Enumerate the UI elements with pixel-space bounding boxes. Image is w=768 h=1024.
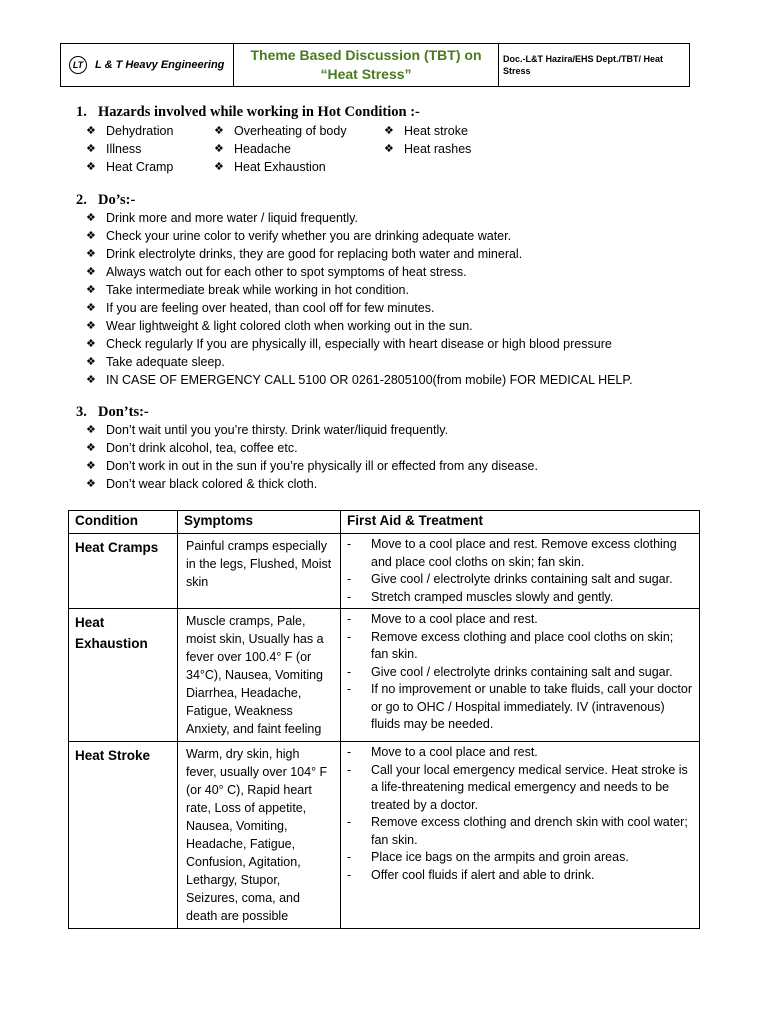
first-aid-step: - Offer cool fluids if alert and able to drink. — [347, 867, 595, 882]
first-aid-step: - Move to a cool place and rest. Remove excess clothing and place cool cloths on skin; fan skin. — [347, 537, 677, 569]
diamond-bullet-icon: ❖ — [86, 320, 96, 332]
list-item: ❖ Check your urine color to verify whether you are drinking adequate water. — [86, 229, 512, 243]
company-name: L & T Heavy Engineering — [95, 59, 225, 71]
table-row — [69, 742, 700, 929]
first-aid-cell — [341, 609, 700, 742]
diamond-bullet-icon: ❖ — [214, 161, 224, 173]
diamond-bullet-icon: ❖ — [214, 125, 224, 137]
list-item: ❖ If you are feeling over heated, than cool off for few minutes. — [86, 301, 435, 315]
diamond-bullet-icon: ❖ — [86, 442, 96, 454]
title-line-2: “Heat Stress” — [320, 66, 412, 82]
diamond-bullet-icon: ❖ — [86, 212, 96, 224]
table-header-row — [69, 511, 700, 534]
list-item: ❖ Always watch out for each other to spot symptoms of heat stress. — [86, 265, 467, 279]
document-header — [60, 43, 690, 87]
lt-logo-icon: LT — [69, 56, 87, 74]
document-title — [234, 44, 499, 86]
first-aid-step: - Stretch cramped muscles slowly and gently. — [347, 589, 614, 604]
list-item: ❖ Take adequate sleep. — [86, 355, 225, 369]
diamond-bullet-icon: ❖ — [86, 478, 96, 490]
list-item: ❖ Take intermediate break while working in hot condition. — [86, 283, 409, 297]
heat-condition-table — [68, 510, 700, 929]
first-aid-cell — [341, 742, 700, 929]
section-number: 3. — [76, 404, 87, 420]
section-number: 1. — [76, 104, 87, 120]
first-aid-step: - Place ice bags on the armpits and groin areas. — [347, 850, 629, 864]
hazards-list — [86, 122, 471, 176]
first-aid-step: - Give cool / electrolyte drinks containing salt and sugar. — [347, 572, 673, 586]
diamond-bullet-icon: ❖ — [86, 161, 96, 173]
diamond-bullet-icon: ❖ — [86, 356, 96, 368]
symptoms-cell: Painful cramps especially in the legs, Flushed, Moist skin — [178, 534, 341, 609]
column-header-first-aid: First Aid & Treatment — [341, 511, 700, 534]
list-item: ❖ IN CASE OF EMERGENCY CALL 5100 OR 0261-2805100(from mobile) FOR MEDICAL HELP. — [86, 373, 633, 387]
section-title: Hazards involved while working in Hot Condition :- — [98, 104, 420, 120]
section-title: Don’ts:- — [98, 404, 149, 420]
first-aid-step: - Move to a cool place and rest. — [347, 745, 538, 759]
list-item: ❖ Headache — [214, 142, 291, 156]
condition-cell: Heat Exhaustion — [69, 609, 178, 742]
dos-heading — [76, 192, 135, 209]
diamond-bullet-icon: ❖ — [384, 143, 394, 155]
first-aid-step: - Remove excess clothing and drench skin with cool water; fan skin. — [347, 815, 688, 847]
list-item: ❖ Don’t wear black colored & thick cloth. — [86, 477, 318, 491]
diamond-bullet-icon: ❖ — [86, 230, 96, 242]
table-row — [69, 534, 700, 609]
list-item: ❖ Don’t drink alcohol, tea, coffee etc. — [86, 441, 298, 455]
title-line-1: Theme Based Discussion (TBT) on — [250, 47, 482, 63]
hazards-heading — [76, 104, 420, 121]
symptoms-cell: Warm, dry skin, high fever, usually over 104° F (or 40° C), Rapid heart rate, Loss of appetite, Nausea, Vomiting, Headache, Fatigue, Confusion, Agitation, Lethargy, Stupor, Seizures, coma, and death are possible — [178, 742, 341, 929]
list-item: ❖ Don’t work in out in the sun if you’re physically ill or effected from any disease. — [86, 459, 538, 473]
diamond-bullet-icon: ❖ — [214, 143, 224, 155]
donts-heading — [76, 404, 149, 421]
column-header-symptoms: Symptoms — [178, 511, 341, 534]
first-aid-step: - Move to a cool place and rest. — [347, 612, 538, 626]
dos-list — [86, 209, 633, 389]
diamond-bullet-icon: ❖ — [86, 374, 96, 386]
section-number: 2. — [76, 192, 87, 208]
column-header-condition: Condition — [69, 511, 178, 534]
symptoms-cell: Muscle cramps, Pale, moist skin, Usually has a fever over 100.4° F (or 34°C), Nausea, Vomiting Diarrhea, Headache, Fatigue, Weakness Anxiety, and faint feeling — [178, 609, 341, 742]
diamond-bullet-icon: ❖ — [86, 143, 96, 155]
condition-cell: Heat Stroke — [69, 742, 178, 929]
list-item: ❖ Check regularly If you are physically ill, especially with heart disease or high blood pressure — [86, 337, 612, 351]
company-cell — [61, 44, 234, 86]
table-row — [69, 609, 700, 742]
list-item: ❖ Dehydration — [86, 124, 174, 138]
list-item: ❖ Overheating of body — [214, 124, 347, 138]
diamond-bullet-icon: ❖ — [86, 302, 96, 314]
diamond-bullet-icon: ❖ — [86, 284, 96, 296]
list-item: ❖ Heat stroke — [384, 124, 468, 138]
first-aid-step: - Give cool / electrolyte drinks containing salt and sugar. — [347, 664, 673, 679]
first-aid-cell — [341, 534, 700, 609]
list-item: ❖ Wear lightweight & light colored cloth when working out in the sun. — [86, 319, 473, 333]
donts-list — [86, 421, 538, 493]
list-item: ❖ Heat Exhaustion — [214, 160, 326, 174]
diamond-bullet-icon: ❖ — [86, 266, 96, 278]
diamond-bullet-icon: ❖ — [86, 248, 96, 260]
diamond-bullet-icon: ❖ — [86, 125, 96, 137]
diamond-bullet-icon: ❖ — [86, 460, 96, 472]
section-title: Do’s:- — [98, 192, 136, 208]
list-item: ❖ Illness — [86, 142, 142, 156]
list-item: ❖ Drink electrolyte drinks, they are good for replacing both water and mineral. — [86, 247, 523, 261]
list-item: ❖ Heat Cramp — [86, 160, 174, 174]
diamond-bullet-icon: ❖ — [384, 125, 394, 137]
list-item: ❖ Don’t wait until you you’re thirsty. Drink water/liquid frequently. — [86, 423, 449, 437]
first-aid-step: - Remove excess clothing and place cool cloths on skin; fan skin. — [347, 629, 674, 661]
condition-cell: Heat Cramps — [69, 534, 178, 609]
document-reference: Doc.-L&T Hazira/EHS Dept./TBT/ Heat Stress — [503, 54, 664, 76]
first-aid-step: - If no improvement or unable to take fluids, call your doctor or go to OHC / Hospital immediately. IV (intravenous) fluids may be needed. — [347, 682, 692, 731]
diamond-bullet-icon: ❖ — [86, 338, 96, 350]
list-item: ❖ Heat rashes — [384, 142, 472, 156]
list-item: ❖ Drink more and more water / liquid frequently. — [86, 211, 358, 225]
first-aid-step: - Call your local emergency medical service. Heat stroke is a life-threatening medical emergency and needs to be treated by a doctor. — [347, 762, 688, 812]
diamond-bullet-icon: ❖ — [86, 424, 96, 436]
